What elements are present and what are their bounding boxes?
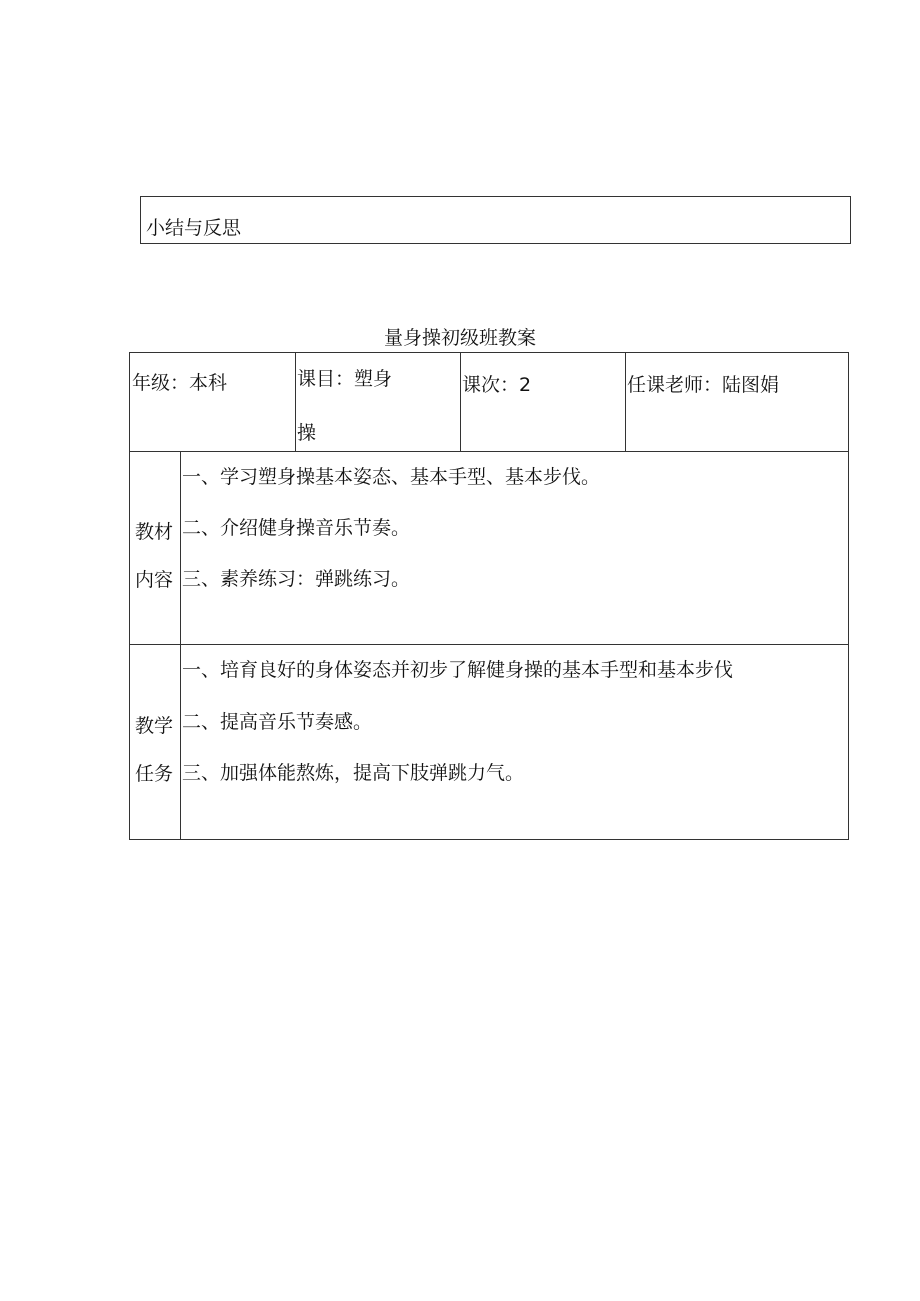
- tasks-item-3: 三、加强体能熬炼，提高下肢弹跳力气。: [182, 762, 525, 784]
- materials-item-3: 三、素养练习：弹跳练习。: [182, 568, 411, 590]
- row-separator-materials: [130, 644, 848, 645]
- subject-cell-line1: 课目：塑身: [297, 368, 393, 390]
- header-divider-2: [460, 353, 461, 451]
- subject-cell-line2: 操: [297, 422, 317, 444]
- label-column-divider: [180, 451, 181, 839]
- summary-reflection-label: 小结与反思: [146, 217, 242, 239]
- tasks-label-line2: 任务: [135, 763, 174, 785]
- lesson-plan-table: [129, 352, 849, 840]
- lesson-number-cell: 课次：2: [462, 374, 532, 396]
- header-divider-1: [295, 353, 296, 451]
- header-divider-3: [625, 353, 626, 451]
- tasks-item-1: 一、培育良好的身体姿态并初步了解健身操的基本手型和基本步伐: [182, 659, 734, 681]
- grade-cell: 年级：本科: [132, 372, 228, 394]
- materials-item-1: 一、学习塑身操基本姿态、基本手型、基本步伐。: [182, 466, 601, 488]
- lesson-plan-title: 量身操初级班教案: [383, 327, 536, 349]
- materials-label-line2: 内容: [135, 569, 174, 591]
- teacher-cell: 任课老师：陆图娟: [627, 374, 780, 396]
- row-separator-header: [130, 451, 848, 452]
- tasks-label-line1: 教学: [135, 715, 174, 737]
- materials-item-2: 二、介绍健身操音乐节奏。: [182, 517, 411, 539]
- tasks-item-2: 二、提高音乐节奏感。: [182, 711, 373, 733]
- materials-label-line1: 教材: [135, 521, 174, 543]
- summary-reflection-box: [140, 196, 851, 244]
